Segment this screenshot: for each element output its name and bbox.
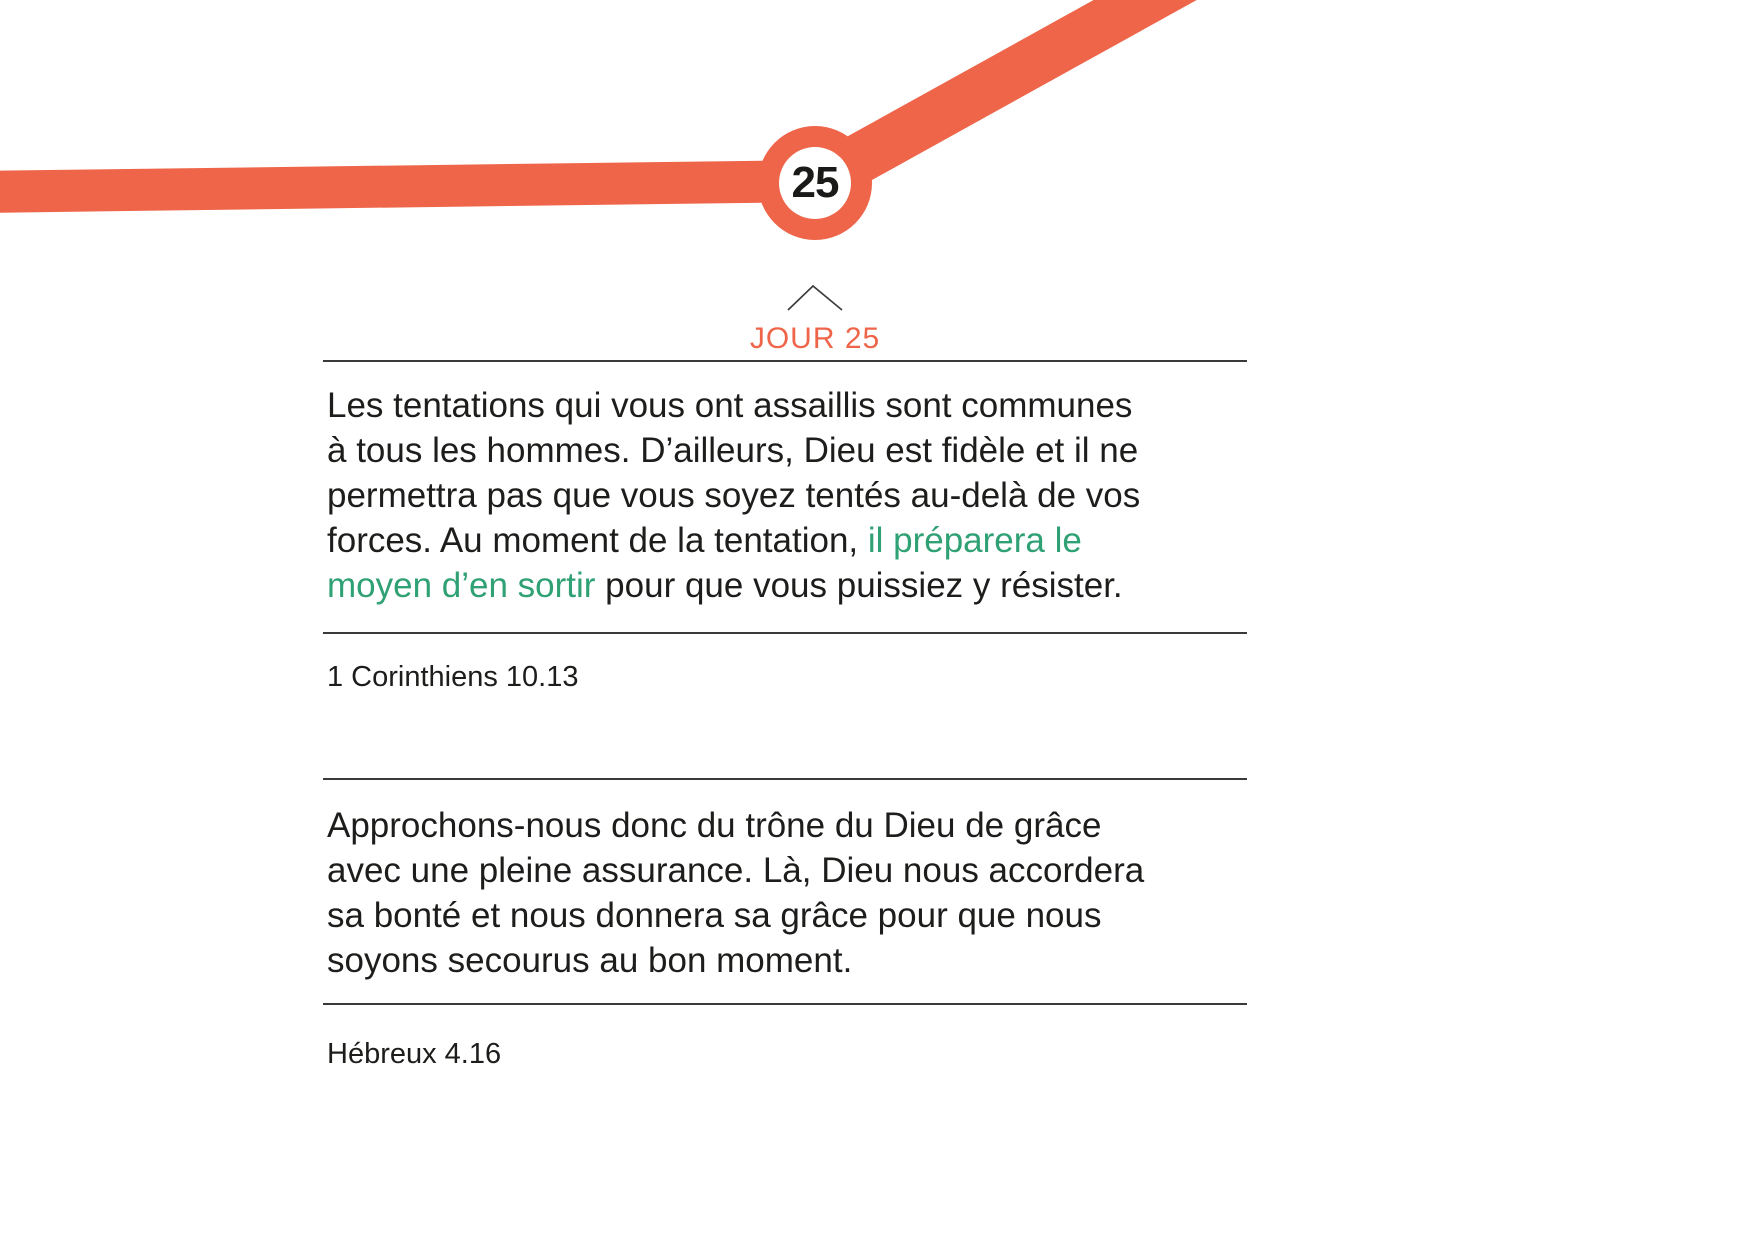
verse-text-segment: à tous les hommes. D’ailleurs, Dieu est fidèle et il ne — [327, 431, 1139, 470]
timeline-day-number: 25 — [791, 158, 839, 207]
verse-line — [327, 563, 1247, 608]
separator-line-4 — [323, 1003, 1247, 1005]
verse-text-segment: pour que vous puissiez y résister. — [595, 566, 1123, 605]
verse-line — [327, 518, 1247, 563]
highlighted-text: il préparera le — [867, 521, 1082, 560]
highlighted-text: moyen d’en sortir — [327, 566, 596, 605]
verse-line — [327, 938, 1247, 983]
separator-line-2 — [323, 632, 1247, 634]
verse-text-segment: Approchons-nous donc du trône du Dieu de grâce — [327, 806, 1102, 845]
verse-line — [327, 803, 1247, 848]
content-column — [323, 0, 1247, 1241]
verse-text-segment: permettra pas que vous soyez tentés au-delà de vos — [327, 476, 1141, 515]
verse-text-1 — [327, 383, 1247, 608]
verse-line — [327, 383, 1247, 428]
verse-line — [327, 428, 1247, 473]
verse-reference-2: Hébreux 4.16 — [327, 1038, 502, 1070]
verse-text-segment: Les tentations qui vous ont assaillis sont communes — [327, 386, 1133, 425]
verse-line — [327, 893, 1247, 938]
day-label: JOUR 25 — [749, 322, 881, 355]
verse-text-2 — [327, 803, 1247, 983]
verse-line — [327, 848, 1247, 893]
verse-line — [327, 473, 1247, 518]
verse-reference-1: 1 Corinthiens 10.13 — [327, 661, 579, 693]
verse-text-segment: sa bonté et nous donnera sa grâce pour que nous — [327, 896, 1102, 935]
separator-line-3 — [323, 778, 1247, 780]
verse-text-segment: avec une pleine assurance. Là, Dieu nous accordera — [327, 851, 1145, 890]
verse-text-segment: forces. Au moment de la tentation, — [327, 521, 868, 560]
separator-line-1 — [323, 360, 1247, 362]
verse-text-segment: soyons secourus au bon moment. — [327, 941, 853, 980]
